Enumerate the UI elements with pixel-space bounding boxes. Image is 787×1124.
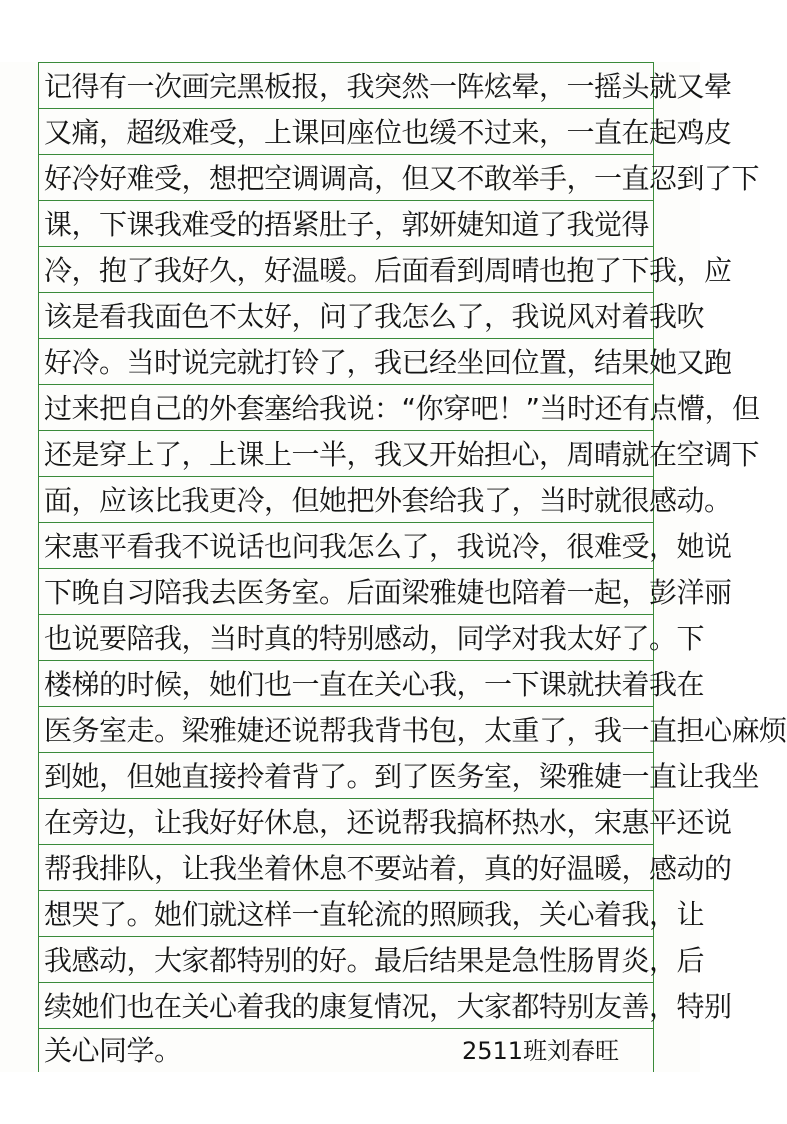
text-line: 面，应该比我更冷，但她把外套给我了，当时就很感动。 [44, 484, 732, 517]
page-bottom-margin [0, 1072, 700, 1124]
text-line: 帮我排队，让我坐着休息不要站着，真的好温暖，感动的 [44, 852, 732, 885]
text-line: 好冷好难受，想把空调调高，但又不敢举手，一直忍到了下 [44, 162, 760, 195]
text-line: 该是看我面色不太好，问了我怎么了，我说风对着我吹 [44, 300, 705, 333]
ruled-line [38, 62, 653, 63]
text-line: 冷，抱了我好久，好温暖。后面看到周晴也抱了下我，应 [44, 254, 732, 287]
text-line: 好冷。当时说完就打铃了，我已经坐回位置，结果她又跑 [44, 346, 732, 379]
ruled-line [38, 568, 653, 569]
ruled-line [38, 522, 653, 523]
text-line: 记得有一次画完黑板报，我突然一阵炫晕，一摇头就又晕 [44, 70, 732, 103]
text-line: 还是穿上了，上课上一半，我又开始担心，周晴就在空调下 [44, 438, 760, 471]
page-left-border [38, 62, 39, 1072]
text-line: 宋惠平看我不说话也问我怎么了，我说冷，很难受，她说 [44, 530, 732, 563]
text-line: 想哭了。她们就这样一直轮流的照顾我，关心着我，让 [44, 898, 705, 931]
ruled-line [38, 936, 653, 937]
page-top-margin [0, 0, 700, 62]
text-line: 在旁边，让我好好休息，还说帮我搞杯热水，宋惠平还说 [44, 806, 732, 839]
text-line: 楼梯的时候，她们也一直在关心我，一下课就扶着我在 [44, 668, 705, 701]
text-line: 也说要陪我，当时真的特别感动，同学对我太好了。下 [44, 622, 705, 655]
text-line: 课，下课我难受的捂紧肚子，郭妍婕知道了我觉得 [44, 208, 650, 241]
ruled-line [38, 154, 653, 155]
text-line: 过来把自己的外套塞给我说：“你穿吧！”当时还有点懵，但 [44, 392, 760, 425]
text-line: 又痛，超级难受，上课回座位也缓不过来，一直在起鸡皮 [44, 116, 732, 149]
ruled-line [38, 1028, 653, 1029]
ruled-line [38, 200, 653, 201]
text-line: 医务室走。梁雅婕还说帮我背书包，太重了，我一直担心麻烦 [44, 714, 787, 747]
ruled-line [38, 798, 653, 799]
ruled-line [38, 890, 653, 891]
ruled-line [38, 752, 653, 753]
ruled-line [38, 338, 653, 339]
text-line: 续她们也在关心着我的康复情况，大家都特别友善，特别 [44, 990, 732, 1023]
ruled-line [38, 108, 653, 109]
author-signature: 2511班刘春旺 [462, 1037, 620, 1065]
text-line: 下晚自习陪我去医务室。后面梁雅婕也陪着一起，彭洋丽 [44, 576, 732, 609]
text-line: 关心同学。 [44, 1034, 182, 1067]
ruled-line [38, 246, 653, 247]
ruled-line [38, 614, 653, 615]
ruled-line [38, 982, 653, 983]
ruled-line [38, 292, 653, 293]
ruled-line [38, 430, 653, 431]
ruled-line [38, 706, 653, 707]
ruled-line [38, 660, 653, 661]
ruled-line [38, 476, 653, 477]
text-line: 我感动，大家都特别的好。最后结果是急性肠胃炎，后 [44, 944, 705, 977]
ruled-line [38, 844, 653, 845]
text-line: 到她，但她直接拎着背了。到了医务室，梁雅婕一直让我坐 [44, 760, 760, 793]
ruled-line [38, 384, 653, 385]
